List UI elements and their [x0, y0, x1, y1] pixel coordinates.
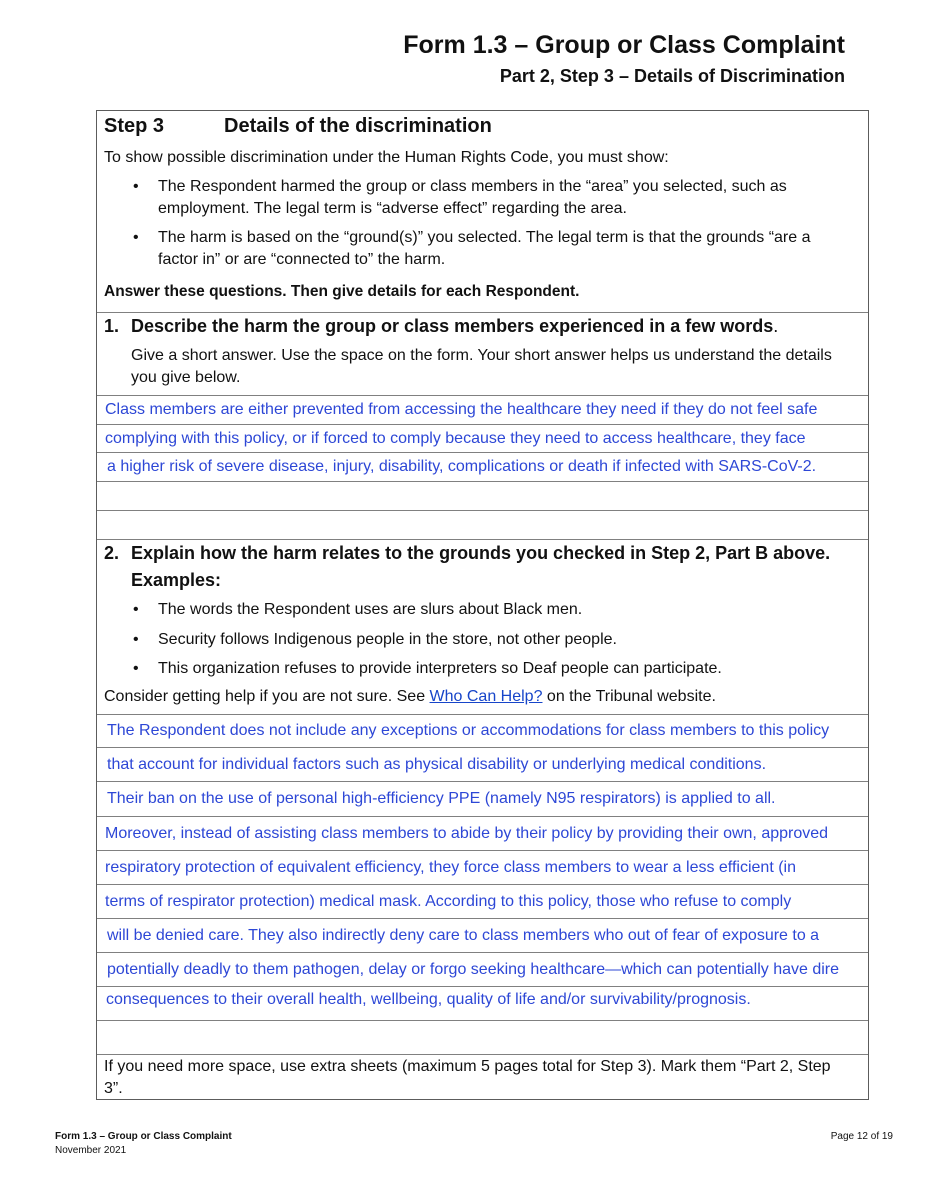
help-note-suffix: on the Tribunal website. — [542, 688, 716, 705]
more-space-note — [97, 1054, 868, 1099]
grounds-answer-line[interactable]: terms of respirator protection) medical mask. According to this policy, those who refuse to comply — [97, 884, 868, 918]
question1-help-line: Give a short answer. Use the space on the form. Your short answer helps us understand the details — [131, 347, 832, 364]
form-subtitle: Part 2, Step 3 – Details of Discrimination — [499, 66, 845, 86]
bullet-icon: • — [133, 178, 139, 195]
grounds-answer-line[interactable]: consequences to their overall health, wellbeing, quality of life and/or survivability/prognosis. — [97, 986, 868, 1020]
footer-page-number: Page 12 of 19 — [830, 1131, 893, 1142]
question1-title-period: . — [773, 316, 779, 336]
requirement-adverse-effect-line: employment. The legal term is “adverse effect” regarding the area. — [158, 200, 627, 217]
question2-number: 2. — [104, 543, 120, 563]
grounds-answer-line[interactable]: will be denied care. They also indirectly deny care to class members who out of fear of exposure to a — [97, 918, 868, 952]
step3-form-box — [96, 110, 869, 1100]
question1-section — [97, 312, 868, 395]
grounds-answer-line[interactable]: that account for individual factors such as physical disability or underlying medical conditions. — [97, 747, 868, 781]
step3-intro-section — [97, 111, 868, 312]
harm-answer-line[interactable]: a higher risk of severe disease, injury, disability, complications or death if infected with SARS-CoV-2. — [97, 452, 868, 481]
who-can-help-link[interactable]: Who Can Help? — [429, 688, 543, 705]
harm-answer-line-empty[interactable] — [97, 481, 868, 510]
help-note-prefix: Consider getting help if you are not sure. See — [104, 688, 430, 705]
bullet-icon: • — [133, 660, 139, 677]
more-space-line: 3”. — [104, 1080, 123, 1097]
example-item: This organization refuses to provide interpreters so Deaf people can participate. — [158, 660, 722, 677]
harm-answer-line[interactable]: Class members are either prevented from accessing the healthcare they need if they do not feel safe — [97, 395, 868, 424]
grounds-answer-line[interactable]: Moreover, instead of assisting class members to abide by their policy by providing their own, approved — [97, 816, 868, 850]
footer-date: November 2021 — [55, 1145, 127, 1156]
question1-title — [131, 315, 778, 337]
question2-section — [97, 539, 868, 714]
grounds-answer-line[interactable]: The Respondent does not include any exceptions or accommodations for class members to this policy — [97, 714, 868, 747]
harm-answer-line[interactable]: complying with this policy, or if forced to comply because they need to access healthcare, they face — [97, 424, 868, 452]
grounds-answer-line-empty[interactable] — [97, 1020, 868, 1054]
example-item: The words the Respondent uses are slurs about Black men. — [158, 601, 583, 618]
example-item: Security follows Indigenous people in the store, not other people. — [158, 631, 617, 648]
harm-answer-line-empty[interactable] — [97, 510, 868, 539]
question2-title: Explain how the harm relates to the grounds you checked in Step 2, Part B above. — [131, 543, 831, 563]
grounds-answer-line[interactable]: respiratory protection of equivalent efficiency, they force class members to wear a less efficient (in — [97, 850, 868, 884]
form-title: Form 1.3 – Group or Class Complaint — [403, 31, 845, 59]
help-note — [104, 687, 716, 707]
footer-form-name: Form 1.3 – Group or Class Complaint — [55, 1131, 232, 1142]
more-space-line: If you need more space, use extra sheets (maximum 5 pages total for Step 3). Mark them “Part 2, Step — [104, 1058, 831, 1075]
requirement-adverse-effect-line: The Respondent harmed the group or class members in the “area” you selected, such as — [158, 178, 787, 195]
grounds-answer-line[interactable]: potentially deadly to them pathogen, delay or forgo seeking healthcare—which can potentially have dire — [97, 952, 868, 986]
bullet-icon: • — [133, 229, 139, 246]
grounds-answer-line[interactable]: Their ban on the use of personal high-efficiency PPE (namely N95 respirators) is applied to all. — [97, 781, 868, 816]
answer-instruction: Answer these questions. Then give details for each Respondent. — [104, 283, 580, 300]
step-intro-text: To show possible discrimination under the Human Rights Code, you must show: — [104, 149, 669, 166]
question1-help-line: you give below. — [131, 369, 241, 386]
bullet-icon: • — [133, 601, 139, 618]
question1-number: 1. — [104, 316, 120, 336]
requirement-ground-line: The harm is based on the “ground(s)” you selected. The legal term is that the grounds “are a — [158, 229, 811, 246]
question1-title-text: Describe the harm the group or class members experienced in a few words — [131, 316, 774, 336]
requirement-ground-line: factor in” or are “connected to” the harm. — [158, 251, 446, 268]
question2-examples-heading: Examples: — [131, 570, 222, 590]
step-label: Step 3 — [104, 115, 165, 137]
step-title: Details of the discrimination — [224, 115, 492, 137]
bullet-icon: • — [133, 631, 139, 648]
